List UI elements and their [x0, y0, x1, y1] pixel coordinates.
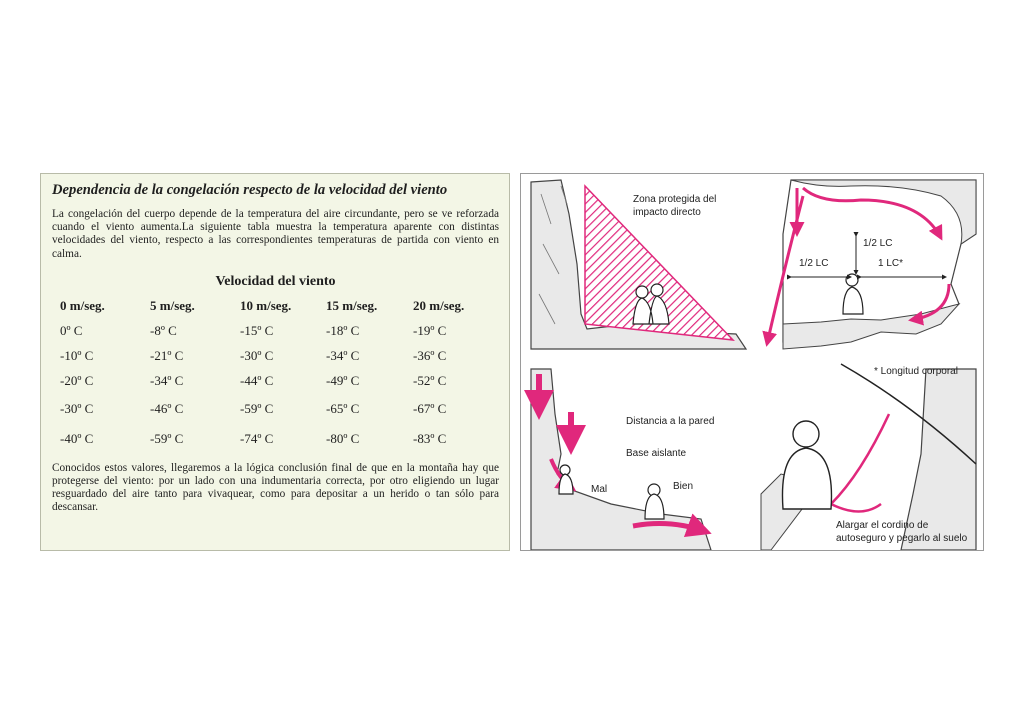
table-cell: -59º C [240, 400, 274, 416]
table-cell: -36º C [413, 348, 447, 364]
table-cell: -74º C [240, 430, 274, 446]
base-label: Base aislante [626, 448, 687, 459]
panel-title: Dependencia de la congelación respecto de la velocidad del viento [52, 182, 448, 198]
table-cell: -21º C [150, 348, 184, 364]
table-cell: -30º C [60, 400, 94, 416]
mal-label: Mal [591, 484, 608, 495]
table-cell: -49º C [326, 373, 360, 389]
scene-lengthen-sling [761, 364, 976, 550]
table-row [60, 319, 493, 344]
table-header-row [60, 294, 493, 319]
table-cell: -34º C [326, 348, 360, 364]
table-cell: -18º C [326, 323, 360, 339]
alargar-label-1: Alargar el cordino de [836, 520, 929, 531]
table-cell: -30º C [240, 348, 274, 364]
conclusion-paragraph: Conocidos estos valores, llegaremos a la lógica conclusión final de que en la montaña hay que protegerse del viento: por un lado con una indumentaria correcta, por otro eligiendo un lugar resguardado del aire tanto para vivaquear, como para depositar a un herido o tan sólo para descansar. [52, 461, 499, 514]
illustration-panel [520, 173, 984, 551]
alargar-label-2: autoseguro y pegarlo al suelo [836, 533, 968, 544]
half-lc-left-label: 1/2 LC [799, 258, 829, 269]
longitud-label: * Longitud corporal [874, 366, 958, 377]
scene-distance-wall [531, 369, 714, 550]
table-cell: 0º C [60, 323, 83, 339]
table-cell: -34º C [150, 373, 184, 389]
table-row [60, 394, 493, 424]
climber-bien [645, 484, 664, 519]
bien-label: Bien [673, 481, 694, 492]
table-cell: -15º C [240, 323, 274, 339]
table-cell: -8º C [150, 323, 177, 339]
table-cell: -40º C [60, 430, 94, 446]
table-title: Velocidad del viento [215, 273, 336, 289]
header-0: 0 m/seg. [60, 298, 105, 314]
wind-shelter-illustration [521, 174, 983, 550]
wind-chill-panel [40, 173, 510, 551]
wind-chill-table [60, 294, 493, 454]
header-5: 5 m/seg. [150, 298, 195, 314]
climber-mal [559, 465, 573, 494]
scene-niche-wind [767, 180, 976, 349]
table-row [60, 344, 493, 369]
table-cell: -59º C [150, 430, 184, 446]
table-cell: -83º C [413, 430, 447, 446]
table-cell: -46º C [150, 400, 184, 416]
one-lc-label: 1 LC* [878, 258, 904, 269]
header-10: 10 m/seg. [240, 298, 292, 314]
table-cell: -52º C [413, 373, 447, 389]
table-cell: -10º C [60, 348, 94, 364]
table-cell: -67º C [413, 400, 447, 416]
sling-cord [831, 414, 889, 512]
intro-paragraph: La congelación del cuerpo depende de la temperatura del aire circundante, pero se ve reforzada cuando el viento aumenta.La siguiente tabla muestra la temperatura aparente con distintas velocidades del viento, respecto a las correspondientes temperaturas de partida con viento en calma. [52, 208, 499, 260]
left-wall-rock [531, 369, 711, 550]
table-row [60, 424, 493, 454]
table-cell: -80º C [326, 430, 360, 446]
zona-label-1: Zona protegida del [633, 194, 717, 205]
half-lc-top-label: 1/2 LC [863, 238, 893, 249]
header-15: 15 m/seg. [326, 298, 378, 314]
table-cell: -20º C [60, 373, 94, 389]
table-row [60, 369, 493, 394]
table-cell: -44º C [240, 373, 274, 389]
distancia-label: Distancia a la pared [626, 416, 715, 427]
table-cell: -19º C [413, 323, 447, 339]
scene-protected-zone [531, 180, 746, 349]
zona-label-2: impacto directo [633, 207, 701, 218]
table-cell: -65º C [326, 400, 360, 416]
crouching-climber [782, 421, 831, 509]
header-20: 20 m/seg. [413, 298, 465, 314]
